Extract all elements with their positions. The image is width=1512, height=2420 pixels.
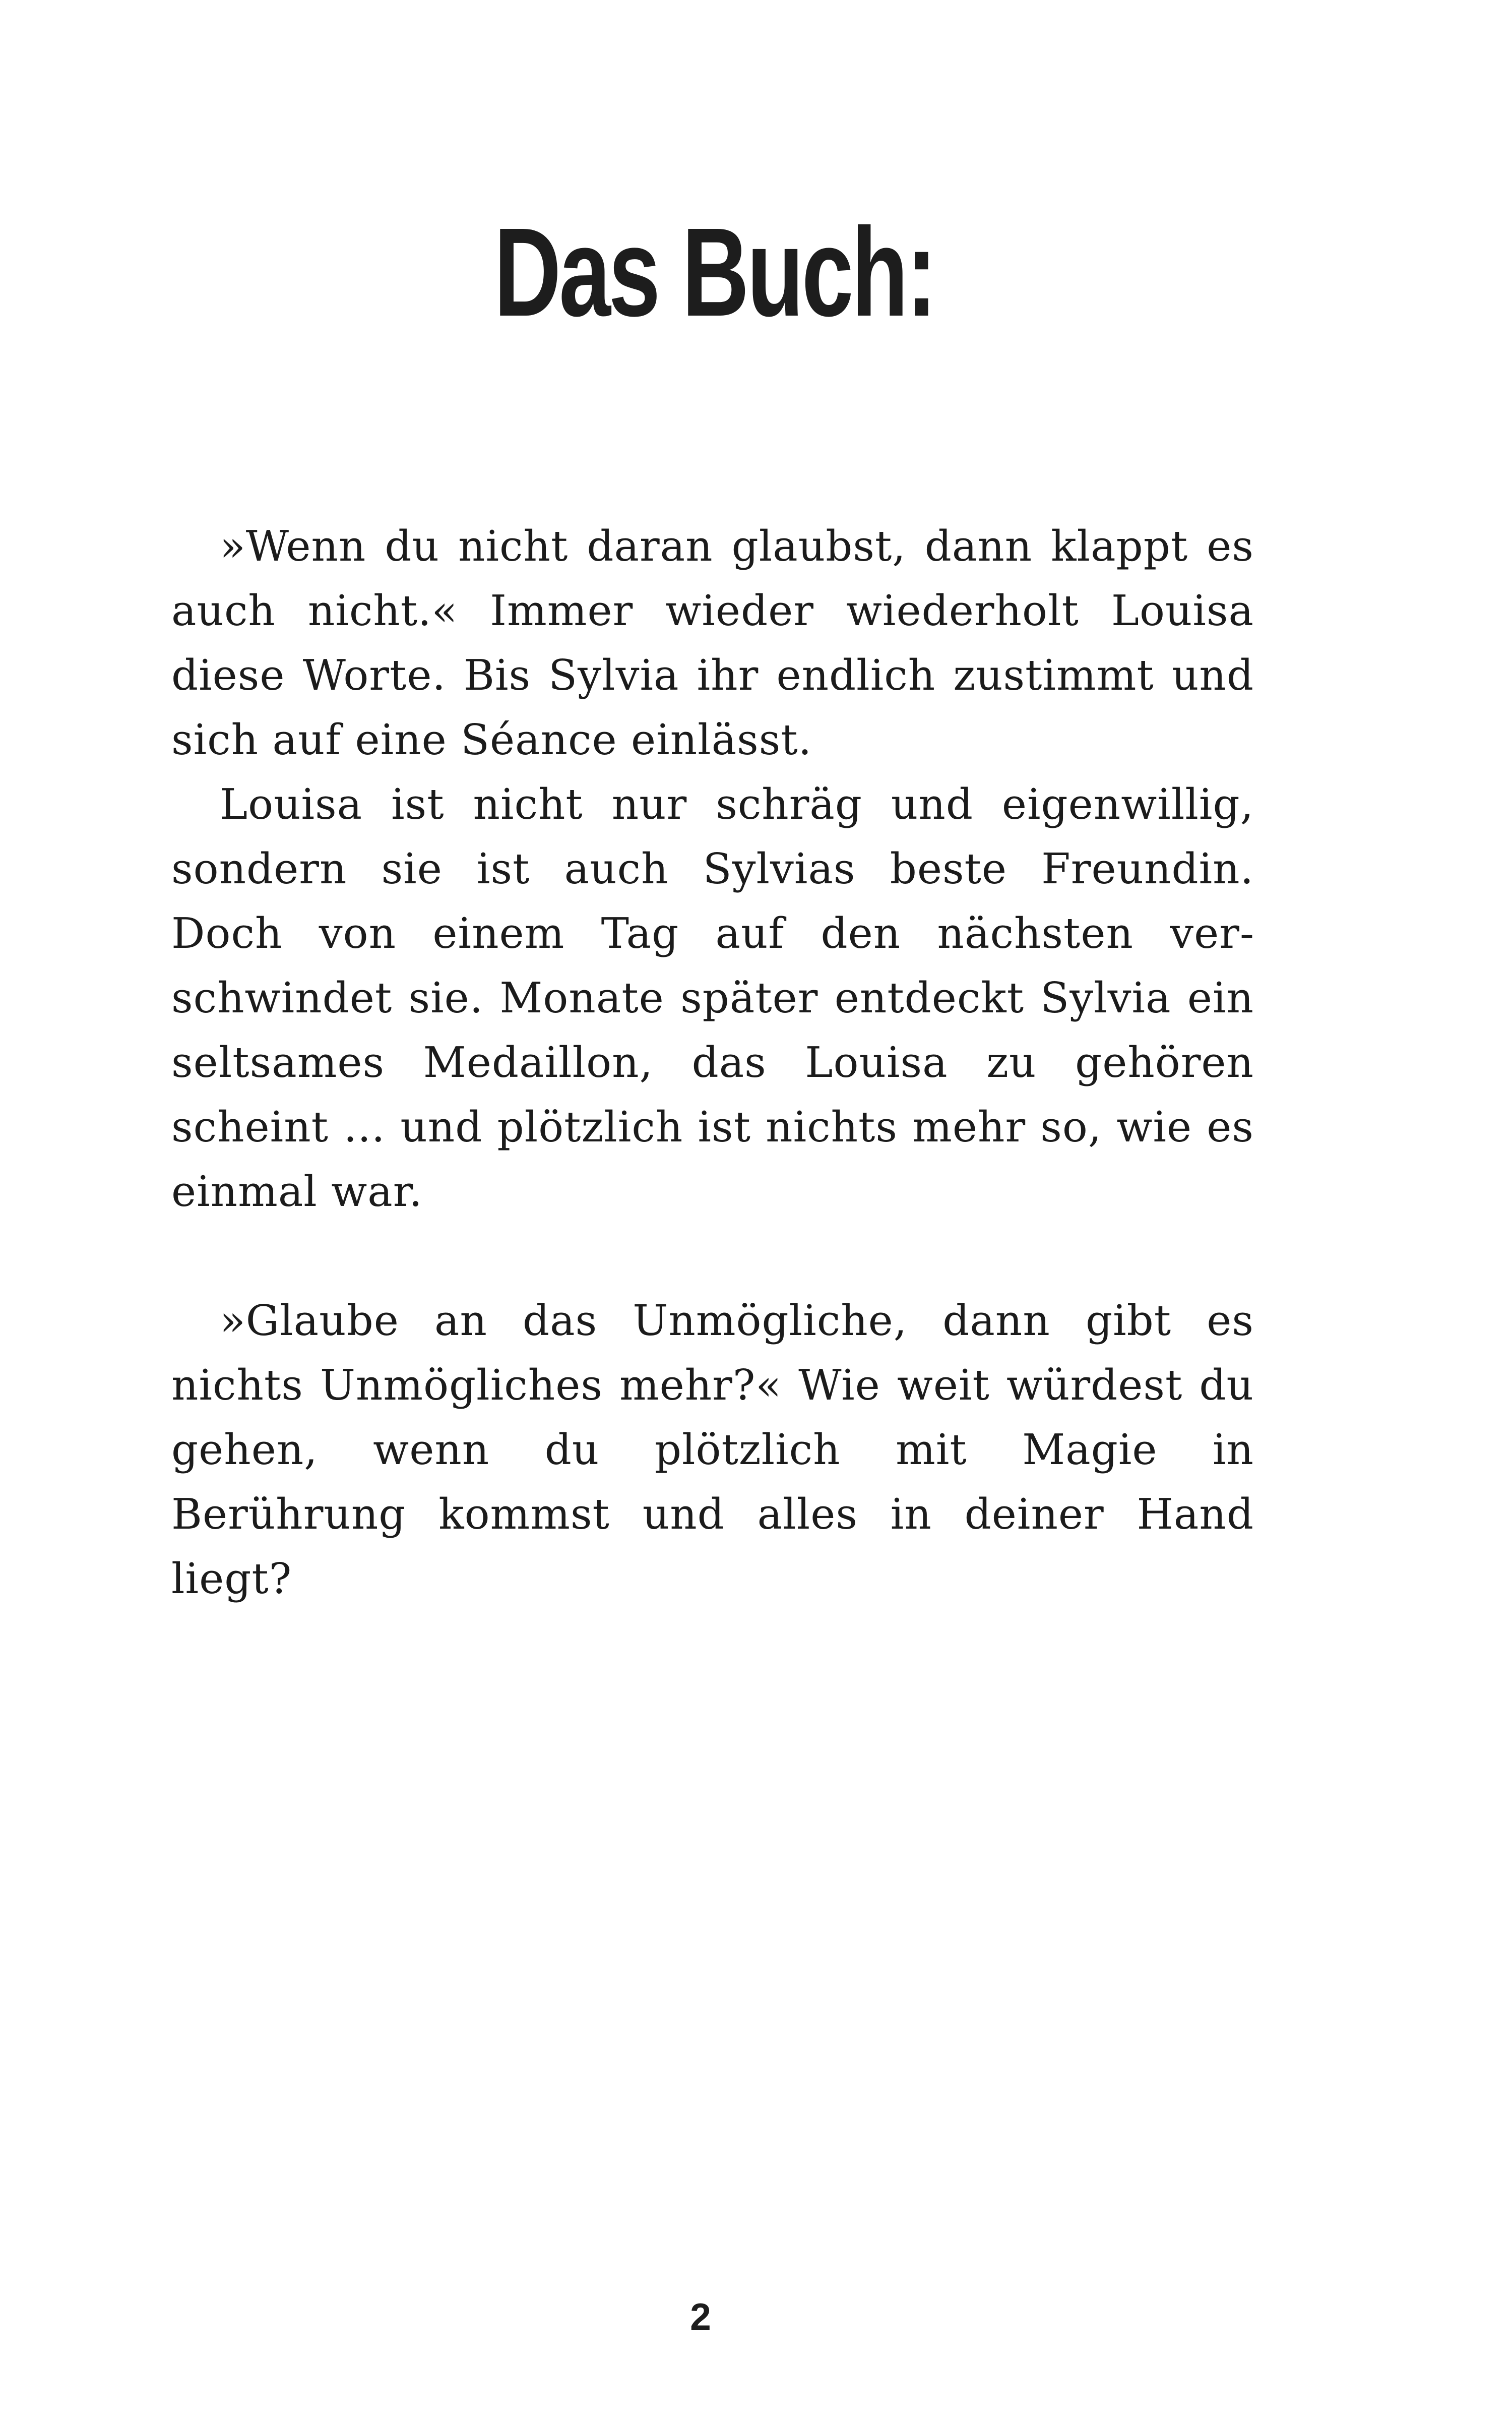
page-number: 2 [690,2295,711,2338]
book-description [171,514,1254,1611]
paragraph-spacer [171,1224,1254,1289]
paragraph-question: »Glaube an das Unmögliche, dann gibt es nichts Unmögliches mehr?« Wie weit würdest du gehen, wenn du plötzlich mit Magie in Berührung kommst und alles in deiner Hand liegt? [171,1296,1254,1603]
paragraph-louisa: Louisa ist nicht nur schräg und eigenwillig, sondern sie ist auch Sylvias beste Freundin. Doch von einem Tag auf den nächsten verschwindet sie. Monate später entdeckt Sylvia ein seltsames Medaillon, das Louisa zu gehören scheint … und plötzlich ist nichts mehr so, wie es einmal war. [171,780,1254,1216]
paragraph-intro: »Wenn du nicht daran glaubst, dann klappt es auch nicht.« Immer wieder wiederholt Louisa diese Worte. Bis Sylvia ihr endlich zustimmt und sich auf eine Séance einlässt. [171,522,1254,764]
page-title: Das Buch: [493,202,935,342]
